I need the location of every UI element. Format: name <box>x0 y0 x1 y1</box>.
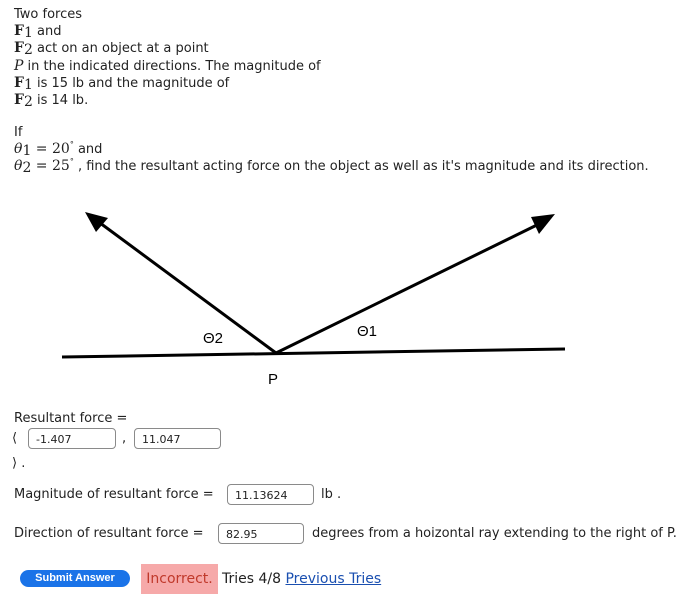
previous-tries-link[interactable]: Previous Tries <box>285 571 382 587</box>
label-theta2: Θ2 <box>203 330 224 347</box>
resultant-x-input[interactable]: -1.407 <box>28 428 116 449</box>
problem-line-5: $F_1$ is 15 lb and the magnitude of <box>14 75 230 93</box>
horizontal-line <box>62 349 565 357</box>
tries-line <box>222 571 381 588</box>
force-f1-arrowhead <box>531 214 555 234</box>
label-theta1: Θ1 <box>357 323 378 340</box>
problem-if: If <box>14 125 23 140</box>
force-diagram <box>0 195 700 395</box>
problem-line-3: $F_2$ act on an object at a point <box>14 40 209 58</box>
close-bracket: ⟩ . <box>12 456 26 471</box>
problem-line-2: $F_1$ and <box>14 23 62 41</box>
comma: , <box>122 431 127 446</box>
label-p: P <box>268 371 279 388</box>
force-f2-line <box>96 220 276 353</box>
force-f2-arrowhead <box>85 212 108 232</box>
resultant-y-input[interactable]: 11.047 <box>134 428 221 449</box>
submit-answer-button[interactable]: Submit Answer <box>20 570 130 587</box>
problem-theta1: $\theta_1 = 20^\circ$ and <box>14 140 103 159</box>
tries-count: Tries 4/8 <box>222 571 282 587</box>
force-f1-line <box>276 222 543 353</box>
problem-line-4: P in the indicated directions. The magnitude of <box>14 58 321 74</box>
magnitude-label: Magnitude of resultant force = <box>14 487 214 502</box>
magnitude-input[interactable]: 11.13624 <box>227 484 314 505</box>
problem-line-6: $F_2$ is 14 lb. <box>14 92 89 110</box>
direction-label: Direction of resultant force = <box>14 526 204 541</box>
resultant-label: Resultant force = <box>14 411 128 426</box>
direction-description: degrees from a hoizontal ray extending to the right of P. <box>312 526 677 541</box>
status-badge: Incorrect. <box>141 564 218 594</box>
problem-line-1: Two forces <box>14 7 83 22</box>
magnitude-unit: lb . <box>321 487 342 502</box>
direction-input[interactable]: 82.95 <box>218 523 304 544</box>
open-bracket: ⟨ <box>12 431 18 446</box>
problem-theta2: $\theta_2 = 25^\circ$ , find the resultant acting force on the object as well as it's magnitude and its direction. <box>14 157 649 176</box>
